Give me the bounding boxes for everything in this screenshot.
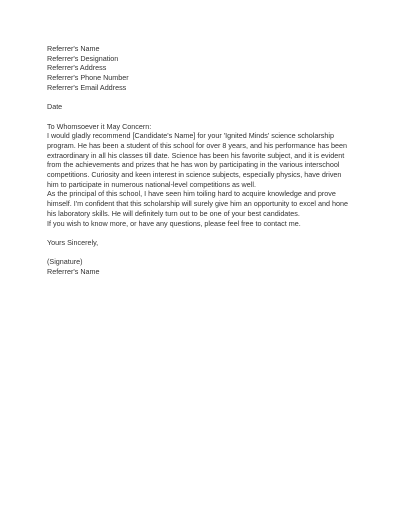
referrer-email: Referrer's Email Address xyxy=(47,82,127,92)
signature-block xyxy=(47,257,359,276)
referrer-designation: Referrer's Designation xyxy=(47,53,119,63)
closing-line xyxy=(47,238,359,248)
paragraph-2-line: himself. I'm confident that this scholarship will surely give him an opportunity to excel and hone xyxy=(47,199,349,209)
paragraph-3 xyxy=(47,219,359,229)
paragraph-2-line: his laboratory skills. He will definitely turn out to be one of your best candidates. xyxy=(47,208,300,218)
date-line xyxy=(47,102,359,112)
paragraph-1 xyxy=(47,131,359,189)
letter-body xyxy=(47,44,359,277)
paragraph-1-line: I would gladly recommend [Candidate's Name] for your 'Ignited Minds' science scholarship xyxy=(47,131,334,141)
paragraph-1-line: him to participate in numerous national-level competitions as well. xyxy=(47,179,256,189)
paragraph-1-line: competitions. Curiosity and keen interest in science subjects, especially physics, have driven xyxy=(47,170,342,180)
paragraph-1-line: extraordinary in all his classes till date. Science has been his favorite subject, and it is evident xyxy=(47,150,345,160)
signature-text: (Signature) xyxy=(47,257,83,267)
date-text: Date xyxy=(47,102,63,112)
salutation-line xyxy=(47,122,359,132)
paragraph-3-line: If you wish to know more, or have any questions, please feel free to contact me. xyxy=(47,218,301,228)
referrer-phone: Referrer's Phone Number xyxy=(47,73,129,83)
paragraph-1-line: from the achievements and prizes that he has won by participating in the various interschool xyxy=(47,160,340,170)
paragraph-2-line: As the principal of this school, I have seen him toiling hard to acquire knowledge and prove xyxy=(47,189,336,199)
signer-name: Referrer's Name xyxy=(47,266,100,276)
referrer-name: Referrer's Name xyxy=(47,44,100,53)
paragraph-2 xyxy=(47,189,359,218)
salutation-text: To Whomsoever it May Concern: xyxy=(47,121,152,131)
paragraph-1-line: program. He has been a student of this school for over 8 years, and his performance has been xyxy=(47,140,348,150)
referrer-address: Referrer's Address xyxy=(47,63,107,73)
referrer-block xyxy=(47,44,359,93)
closing-text: Yours Sincerely, xyxy=(47,237,99,247)
